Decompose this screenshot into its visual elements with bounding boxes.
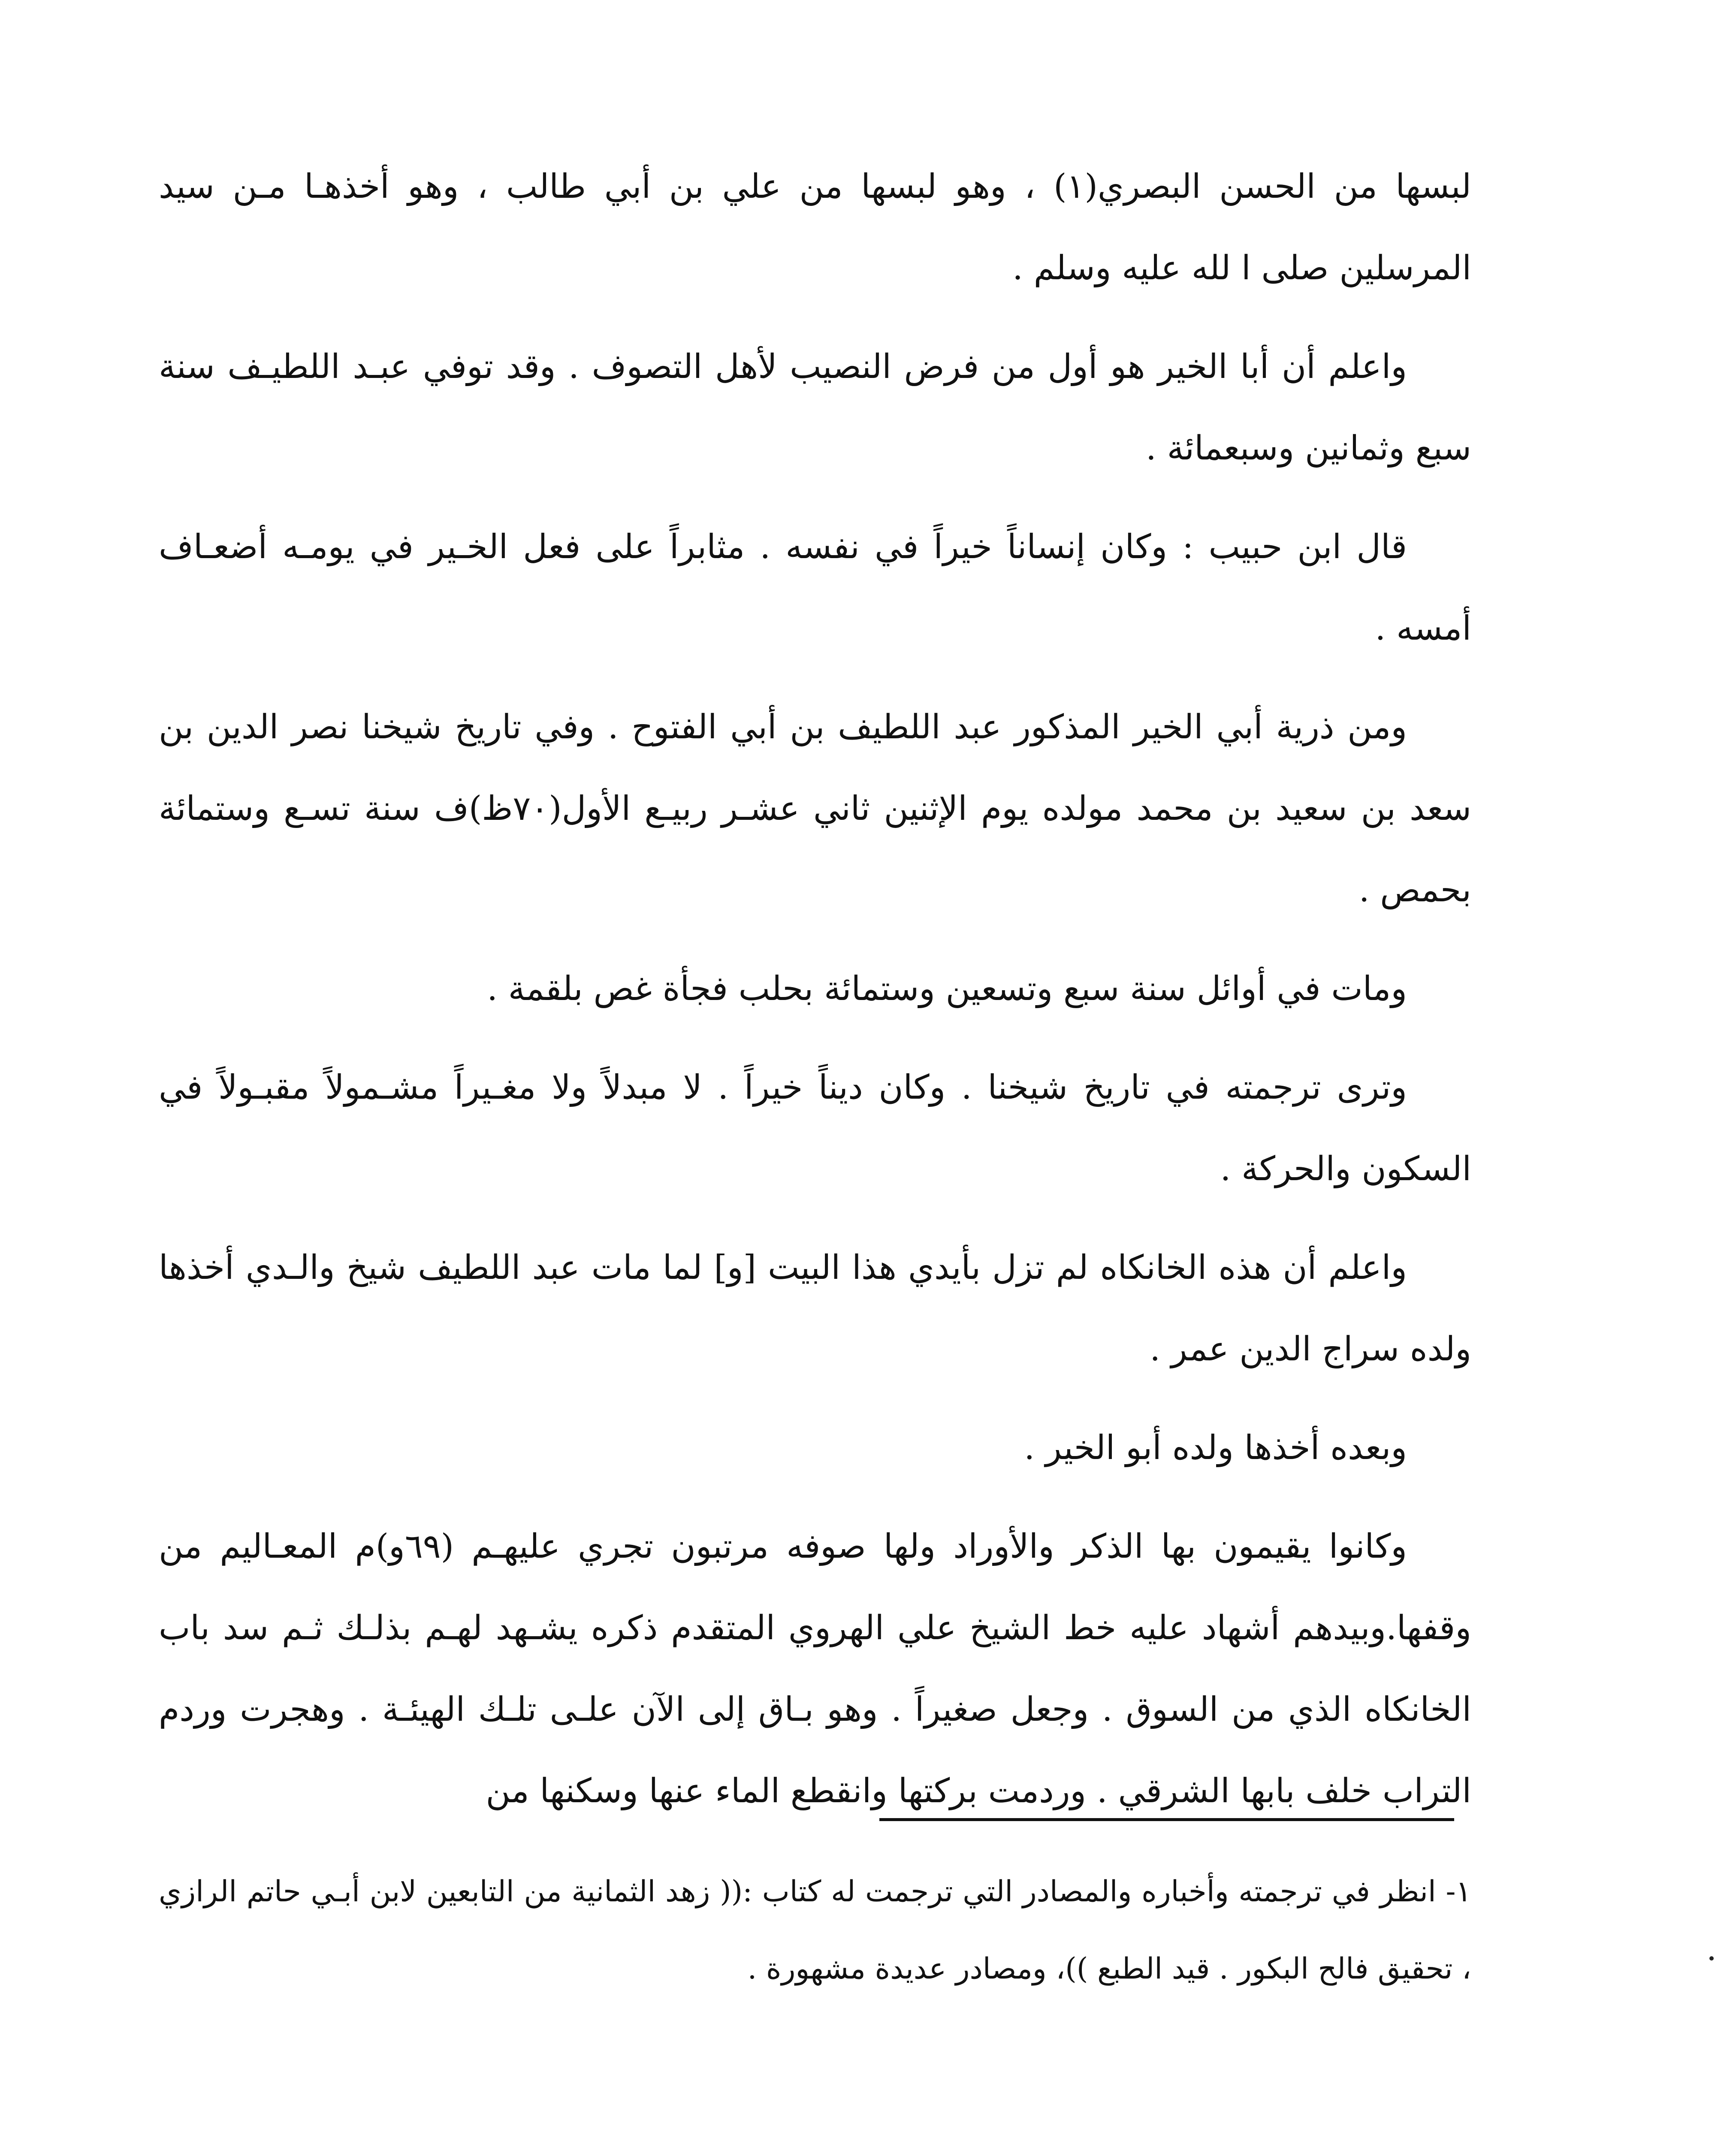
paragraph-7: واعلم أن هذه الخانكاه لم تزل بأيدي هذا البيت [و] لما مات عبد اللطيف شيخ والـدي أخذها ولده سراج الدين عمر . — [159, 1248, 1471, 1369]
paragraph-6: وترى ترجمته في تاريخ شيخنا . وكان ديناً خيراً . لا مبدلاً ولا مغـيراً مشـمولاً مقبـولاً في السكون والحركة . — [159, 1068, 1471, 1188]
paragraph-3: قال ابن حبيب : وكان إنساناً خيراً في نفسه . مثابراً على فعل الخـير في يومـه أضعـاف أمسه . — [159, 528, 1471, 648]
paragraph-2: واعلم أن أبا الخير هو أول من فرض النصيب لأهل التصوف . وقد توفي عبـد اللطيـف سنة سبع وثمانين وسبعمائة . — [159, 347, 1471, 468]
paragraph-1: لبسها من الحسن البصري(١) ، وهو لبسها من علي بن أبي طالب ، وهو أخذهـا مـن سيد المرسلين صلى ا لله عليه وسلم . — [159, 167, 1471, 287]
main-text — [159, 146, 1471, 1849]
paragraph-4: ومن ذرية أبي الخير المذكور عبد اللطيف بن أبي الفتوح . وفي تاريخ شيخنا نصر الدين بن سعد بن سعيد بن محمد مولده يوم الإثنين ثاني عشـر ربيـع الأول(٧٠ظ)ف سنة تسـع وستمائة بحمص . — [159, 708, 1471, 909]
paragraph-5: ومات في أوائل سنة سبع وتسعين وستمائة بحلب فجأة غص بلقمة . — [487, 970, 1407, 1008]
footnote: ١- انظر في ترجمته وأخباره والمصادر التي ترجمت له كتاب :(( زهد الثمانية من التابعين لابن أبـي حاتم الرازي ، تحقيق فالح البكور . قيد الطبع ))، ومصادر عديدة مشهورة . — [159, 1875, 1471, 1986]
paragraph-8: وبعده أخذها ولده أبو الخير . — [1024, 1429, 1407, 1467]
paragraph-9: وكانوا يقيمون بها الذكر والأوراد ولها صوفه مرتبون تجري عليهـم (٦٩و)م المعـاليم من وقفها.وبيدهم أشهاد عليه خط الشيخ علي الهروي المتقدم ذكره يشـهد لهـم بذلـك ثـم سد باب الخانكاه الذي من السوق . وجعل صغيراً . وهو بـاق إلى الآن علـى تلـك الهيئـة . وهجرت وردم التراب خلف بابها الشرقي . وردمت بركتها وانقطع الماء عنها وسكنها من — [159, 1527, 1471, 1810]
scan-speck — [1709, 1956, 1714, 1961]
footnote-separator — [879, 1818, 1454, 1821]
